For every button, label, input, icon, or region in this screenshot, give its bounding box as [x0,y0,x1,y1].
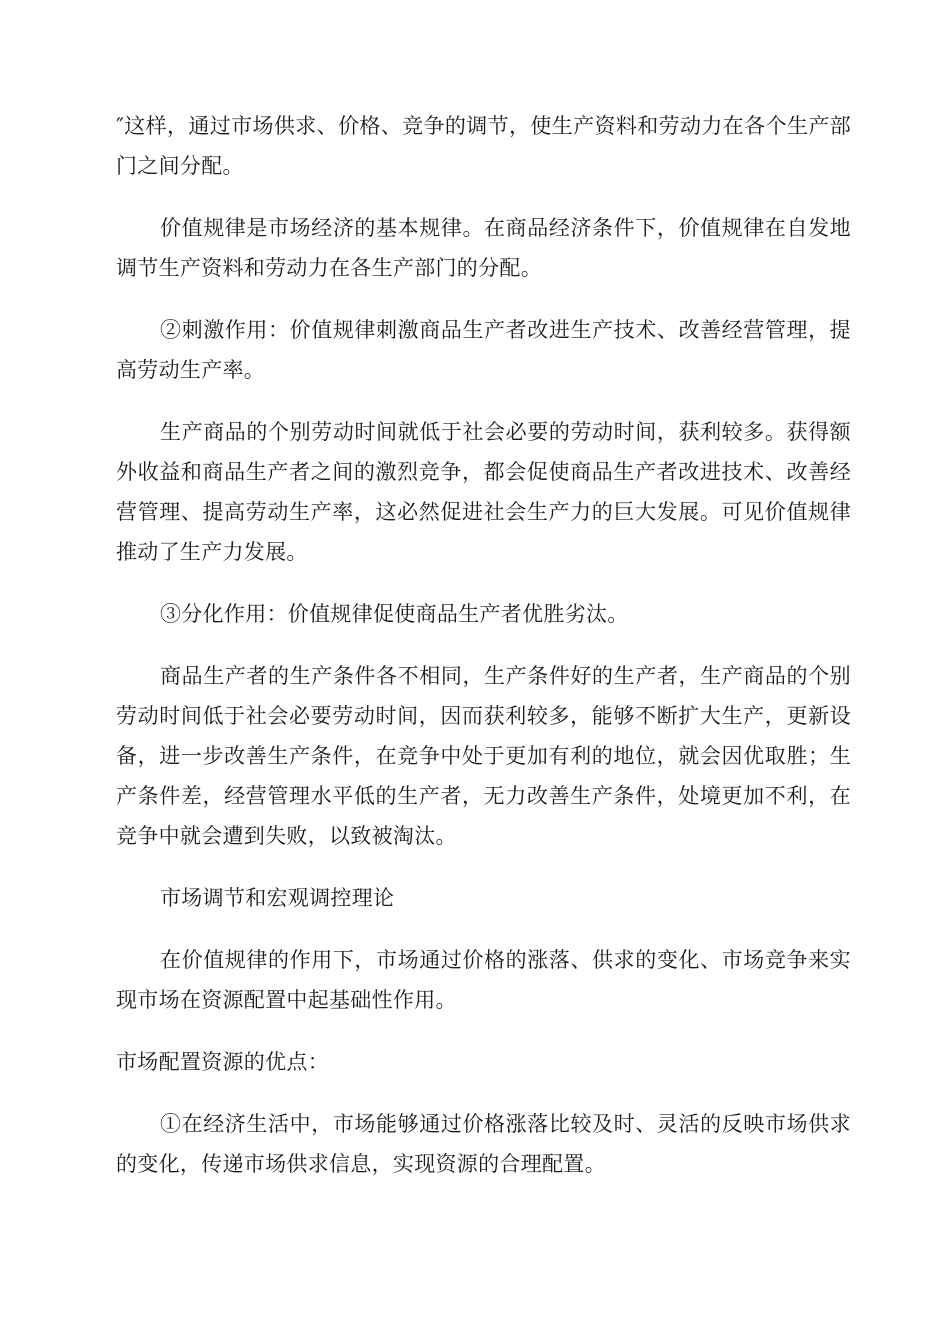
paragraph-10: ①在经济生活中，市场能够通过价格涨落比较及时、灵活的反映市场供求的变化，传递市场供求信息，实现资源的合理配置。 [116,1112,851,1176]
section-heading: 市场调节和宏观调控理论 [160,886,395,910]
paragraph-5: ③分化作用：价值规律促使商品生产者优胜劣汰。 [160,602,629,626]
paragraph-9: 市场配置资源的优点： [116,1050,329,1074]
paragraph-6: 商品生产者的生产条件各不相同，生产条件好的生产者，生产商品的个别劳动时间低于社会必要劳动时间，因而获利较多，能够不断扩大生产，更新设备，进一步改善生产条件，在竞争中处于更加有利的地位，就会因优取胜；生产条件差，经营管理水平低的生产者，无力改善生产条件，处境更加不利，在竞争中就会遭到失败，以致被淘汰。 [116,664,851,848]
document-page [116,106,851,1206]
paragraph-4: 生产商品的个别劳动时间就低于社会必要的劳动时间，获利较多。获得额外收益和商品生产者之间的激烈竞争，都会促使商品生产者改进技术、改善经营管理、提高劳动生产率，这必然促进社会生产力的巨大发展。可见价值规律推动了生产力发展。 [116,420,851,564]
paragraph-3: ②刺激作用：价值规律刺激商品生产者改进生产技术、改善经营管理，提高劳动生产率。 [116,318,851,382]
paragraph-8: 在价值规律的作用下，市场通过价格的涨落、供求的变化、市场竞争来实现市场在资源配置中起基础性作用。 [116,948,851,1012]
paragraph-2: 价值规律是市场经济的基本规律。在商品经济条件下，价值规律在自发地调节生产资料和劳动力在各生产部门的分配。 [116,216,851,280]
paragraph-1: ″这样，通过市场供求、价格、竞争的调节，使生产资料和劳动力在各个生产部门之间分配。 [116,114,851,178]
